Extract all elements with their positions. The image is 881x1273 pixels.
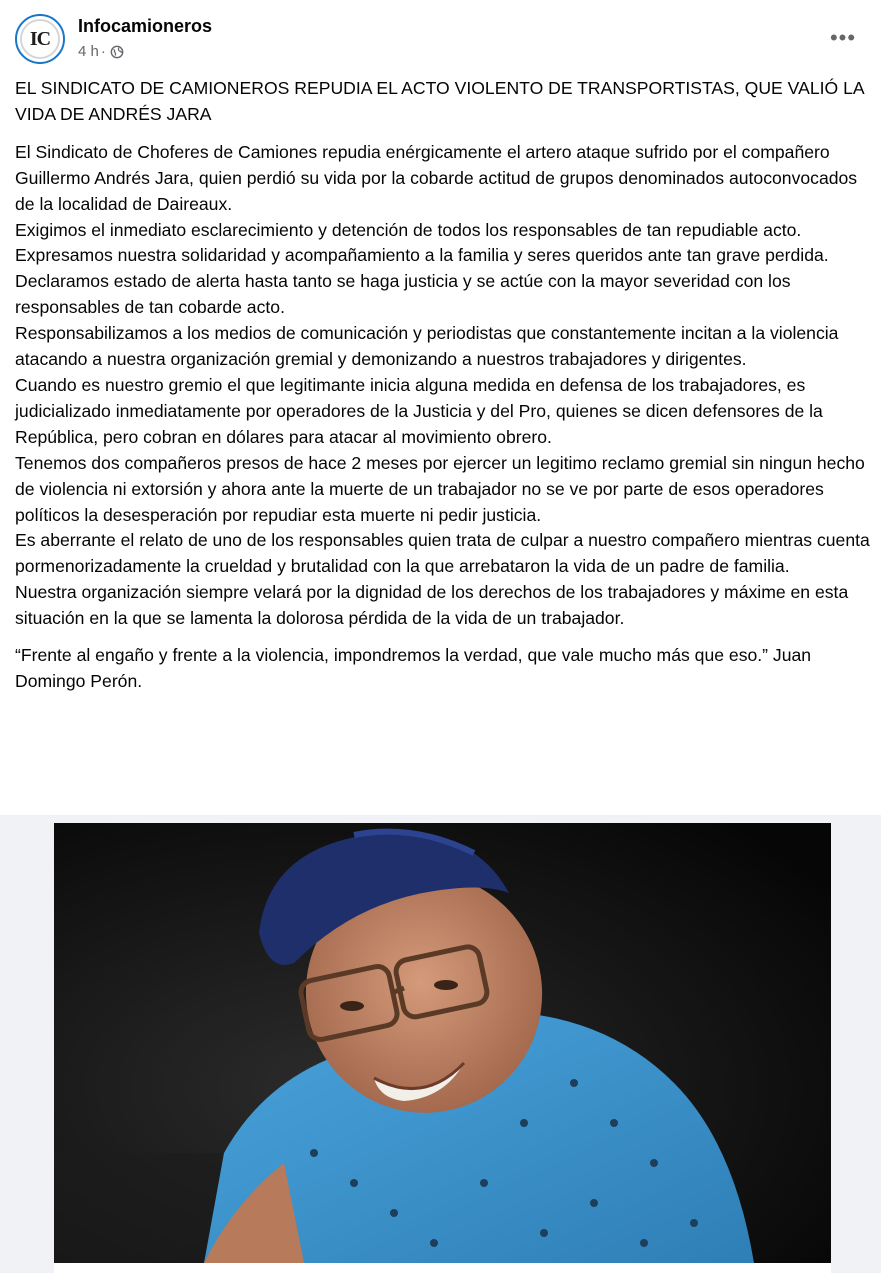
post-header	[0, 0, 881, 78]
page-name-link[interactable]: Infocamioneros	[78, 16, 213, 36]
paragraph: Cuando es nuestro gremio el que legitimante inicia alguna medida en defensa de los trabajadores, es judicializado inmediatamente por operadores de la Justicia y del Pro, quienes se dicen defensores de la República, pero cobran en dólares para atacar al movimiento obrero.	[15, 374, 823, 447]
avatar-logo	[20, 19, 60, 59]
avatar-text: IC	[29, 27, 51, 50]
paragraph: Nuestra organización siempre velará por la dignidad de los derechos de los trabajadores y máxime en esta situación en la que se lamenta la dolorosa pérdida de la vida de un trabajador.	[15, 582, 849, 629]
more-options-icon: •••	[829, 25, 857, 50]
post-title: EL SINDICATO DE CAMIONEROS REPUDIA EL ACTO VIOLENTO DE TRANSPORTISTAS, QUE VALIÓ LA VIDA DE ANDRÉS JARA	[15, 78, 864, 124]
paragraph: El Sindicato de Choferes de Camiones repudia enérgicamente el artero ataque sufrido por el compañero Guillermo Andrés Jara, quien perdió su vida por la cobarde actitud de grupos denominados autoconvocados de la localidad de Daireaux.	[15, 141, 858, 214]
paragraph: Exigimos el inmediato esclarecimiento y detención de todos los responsables de tan repudiable acto.	[15, 219, 802, 240]
post-meta	[78, 43, 124, 60]
page-avatar[interactable]	[15, 14, 65, 64]
post-quote: “Frente al engaño y frente a la violencia, impondremos la verdad, que vale mucho más que eso.” Juan Domingo Perón.	[15, 645, 812, 691]
paragraph: Es aberrante el relato de uno de los responsables quien trata de culpar a nuestro compañero mientras cuenta pormenorizadamente la crueldad y brutalidad con la que arrebataron la vida de un padre de familia.	[15, 530, 870, 577]
globe-icon[interactable]	[110, 45, 124, 59]
paragraph: Expresamos nuestra solidaridad y acompañamiento a la familia y seres queridos ante tan grave perdida.	[15, 245, 829, 266]
photo-illustration	[54, 823, 831, 1263]
post-body	[15, 140, 871, 632]
photo-bottom-edge	[54, 1263, 831, 1273]
post-photo[interactable]	[54, 823, 831, 1263]
more-options-button[interactable]	[829, 24, 857, 52]
paragraph: Declaramos estado de alerta hasta tanto se haga justicia y se actúe con la mayor severidad con los responsables de tan cobarde acto.	[15, 271, 791, 318]
post-text	[15, 76, 871, 695]
meta-separator: ·	[100, 43, 106, 60]
paragraph: Responsabilizamos a los medios de comunicación y periodistas que constantemente incitan a la violencia atacando a nuestra organización gremial y demonizando a nuestros trabajadores y dirigentes.	[15, 323, 839, 370]
post-time[interactable]: 4 h	[78, 43, 99, 60]
paragraph: Tenemos dos compañeros presos de hace 2 meses por ejercer un legitimo reclamo gremial sin ningun hecho de violencia ni extorsión y ahora ante la muerte de un trabajador no se ve por parte de esos operadores políticos la desesperación por repudiar esta muerte ni pedir justicia.	[15, 452, 865, 525]
